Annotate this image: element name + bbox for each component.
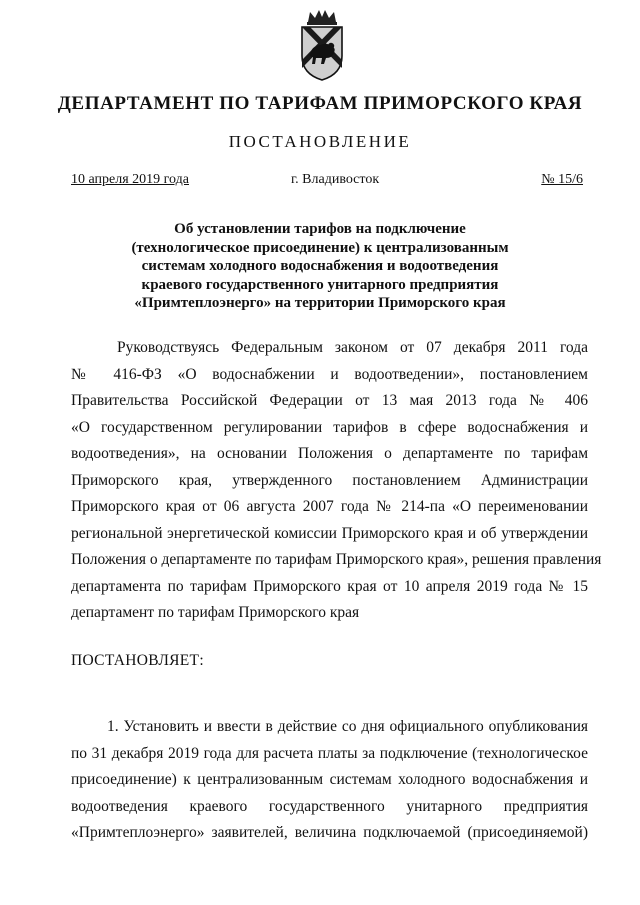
resolve-heading: ПОСТАНОВЛЯЕТ:: [71, 652, 204, 669]
preamble-paragraph: [71, 335, 602, 627]
paragraph-line: Руководствуясь Федеральным законом от 07 декабря 2011 года: [117, 339, 588, 356]
paragraph-line: департамента по тарифам Приморского края от 10 апреля 2019 года № 15: [71, 577, 588, 595]
document-city: г. Владивосток: [291, 172, 380, 187]
subject-line: (технологическое присоединение) к централизованным: [131, 239, 509, 256]
paragraph-line: «Примтеплоэнерго» заявителей, величина подключаемой (присоединяемой): [71, 824, 588, 841]
document-type: ПОСТАНОВЛЕНИЕ: [228, 132, 412, 151]
paragraph-line: 1. Установить и ввести в действие со дня официального опубликования: [107, 718, 588, 735]
document-date: 10 апреля 2019 года: [71, 172, 189, 187]
paragraph-line: присоединение) к централизованным системам холодного водоснабжения и: [71, 771, 588, 788]
department-title: ДЕПАРТАМЕНТ ПО ТАРИФАМ ПРИМОРСКОГО КРАЯ: [57, 93, 583, 114]
coat-of-arms-emblem: [296, 8, 348, 82]
paragraph-line: региональной энергетической комиссии Приморского края и об утверждении: [71, 524, 588, 542]
paragraph-line: по 31 декабря 2019 года для расчета платы за подключение (технологическое: [71, 744, 588, 762]
paragraph-line: водоотведения», на основании Положения о департаменте по тарифам: [71, 445, 588, 462]
subject-line: краевого государственного унитарного предприятия: [141, 276, 499, 293]
document-subject: [120, 220, 520, 313]
subject-line: «Примтеплоэнерго» на территории Приморского края: [134, 295, 506, 311]
document-number: № 15/6: [541, 172, 583, 187]
paragraph-line: департамент по тарифам Приморского края: [71, 604, 360, 621]
item-1-paragraph: [71, 714, 588, 847]
subject-line: системам холодного водоснабжения и водоотведения: [141, 258, 499, 274]
paragraph-line: Положения о департаменте по тарифам Приморского края», решения правления: [71, 551, 602, 568]
paragraph-line: «О государственном регулировании тарифов в сфере водоснабжения и: [71, 418, 588, 436]
paragraph-line: Приморского края, утвержденного постановлением Администрации: [71, 471, 588, 489]
paragraph-line: Приморского края от 06 августа 2007 года № 214-па «О переименовании: [71, 498, 588, 515]
paragraph-line: водоотведения краевого государственного унитарного предприятия: [71, 797, 588, 815]
paragraph-line: № 416-ФЗ «О водоснабжении и водоотведении», постановлением: [71, 365, 588, 383]
subject-line: Об установлении тарифов на подключение: [174, 221, 466, 237]
paragraph-line: Правительства Российской Федерации от 13 мая 2013 года № 406: [71, 392, 588, 409]
